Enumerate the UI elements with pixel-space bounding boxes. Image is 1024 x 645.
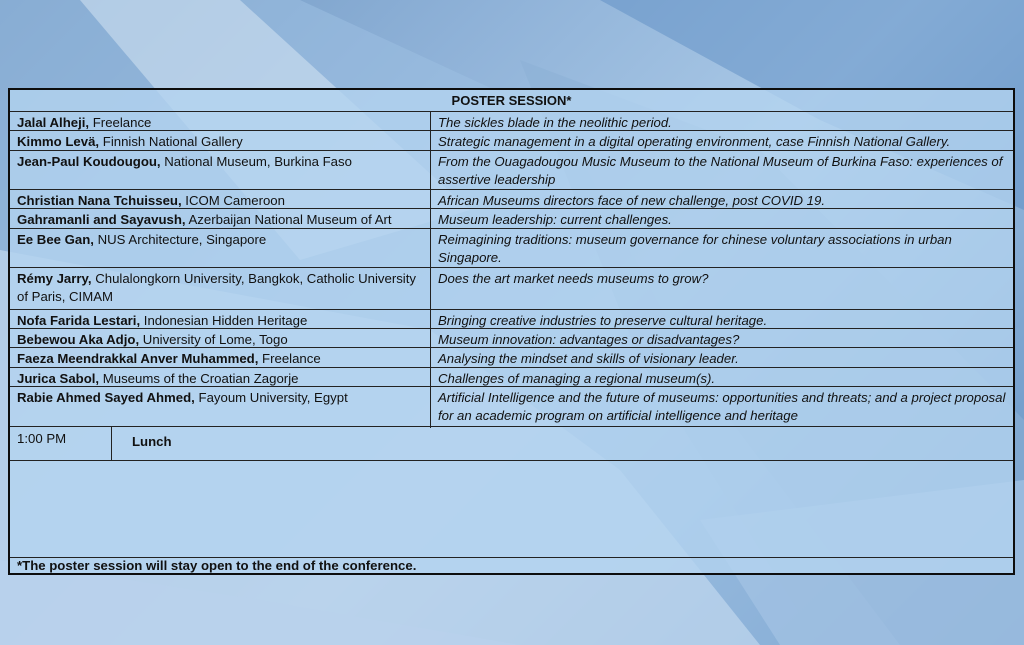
presenter-cell [17,153,427,171]
presenter-cell [17,270,427,306]
lunch-label: Lunch [132,434,172,449]
table-row [10,209,1013,229]
presenter-cell [17,312,427,330]
table-row [10,387,1013,427]
presenter-affiliation: Fayoum University, Egypt [194,390,348,405]
table-row [10,268,1013,310]
poster-title: Museum innovation: advantages or disadvantages? [438,332,740,347]
presenter-name: Faeza Meendrakkal Anver Muhammed, [17,351,259,366]
empty-row [10,461,1013,558]
presenter-cell [17,331,427,349]
presenter-name: Christian Nana Tchuisseu, [17,193,182,208]
presenter-name: Kimmo Levä, [17,134,100,149]
presenter-cell [17,231,427,249]
table-row [10,112,1013,131]
poster-title: Artificial Intelligence and the future of museums: opportunities and threats; and a project proposal for an academic program on artificial intelligence and heritage [438,390,1006,423]
presenter-affiliation: Finnish National Gallery [99,134,243,149]
presenter-affiliation: ICOM Cameroon [181,193,285,208]
presenter-affiliation: Museums of the Croatian Zagorje [99,371,299,386]
poster-title: African Museums directors face of new challenge, post COVID 19. [438,193,826,208]
presenter-cell [17,114,427,132]
presenter-affiliation: Indonesian Hidden Heritage [140,313,308,328]
presenter-affiliation: Azerbaijan National Museum of Art [185,212,392,227]
table-row [10,348,1013,368]
presenter-name: Bebewou Aka Adjo, [17,332,140,347]
presenter-cell [17,389,427,407]
presenter-cell [17,370,427,388]
presenter-name: Jalal Alheji, [17,115,90,130]
presenter-cell [17,133,427,151]
presenter-name: Rémy Jarry, [17,271,92,286]
lunch-divider [111,427,112,460]
presenter-name: Nofa Farida Lestari, [17,313,141,328]
presenter-cell [17,211,427,229]
presenter-name: Jean-Paul Koudougou, [17,154,161,169]
poster-title: Reimagining traditions: museum governance for chinese voluntary associations in urban Singapore. [438,232,952,265]
lunch-row [10,427,1013,461]
poster-title: The sickles blade in the neolithic period. [438,115,672,130]
presenter-name: Ee Bee Gan, [17,232,94,247]
poster-title: Does the art market needs museums to grow? [438,271,709,286]
poster-title: Challenges of managing a regional museum(s). [438,371,716,386]
table-row [10,190,1013,209]
presenter-affiliation: University of Lome, Togo [139,332,288,347]
poster-session-table [8,88,1015,575]
poster-title: From the Ouagadougou Music Museum to the National Museum of Burkina Faso: experiences of assertive leadership [438,154,1003,187]
table-row [10,310,1013,329]
presenter-affiliation: Freelance [89,115,152,130]
table-row [10,329,1013,348]
table-header: POSTER SESSION* [10,90,1013,112]
presenter-affiliation: Freelance [258,351,321,366]
poster-title: Bringing creative industries to preserve cultural heritage. [438,313,768,328]
presenter-cell [17,350,427,368]
table-row [10,229,1013,268]
presenter-name: Jurica Sabol, [17,371,100,386]
presenter-cell [17,192,427,210]
table-row [10,131,1013,151]
poster-title: Strategic management in a digital operating environment, case Finnish National Gallery. [438,134,951,149]
presenter-name: Rabie Ahmed Sayed Ahmed, [17,390,195,405]
presenter-affiliation: Chulalongkorn University, Bangkok, Catholic University of Paris, CIMAM [17,271,416,304]
presenter-affiliation: National Museum, Burkina Faso [160,154,352,169]
table-row [10,368,1013,387]
table-row [10,151,1013,190]
presenter-name: Gahramanli and Sayavush, [17,212,186,227]
footnote: *The poster session will stay open to the end of the conference. [17,558,417,573]
presenter-affiliation: NUS Architecture, Singapore [93,232,267,247]
lunch-time: 1:00 PM [17,431,67,446]
poster-title: Museum leadership: current challenges. [438,212,672,227]
poster-title: Analysing the mindset and skills of visionary leader. [438,351,739,366]
